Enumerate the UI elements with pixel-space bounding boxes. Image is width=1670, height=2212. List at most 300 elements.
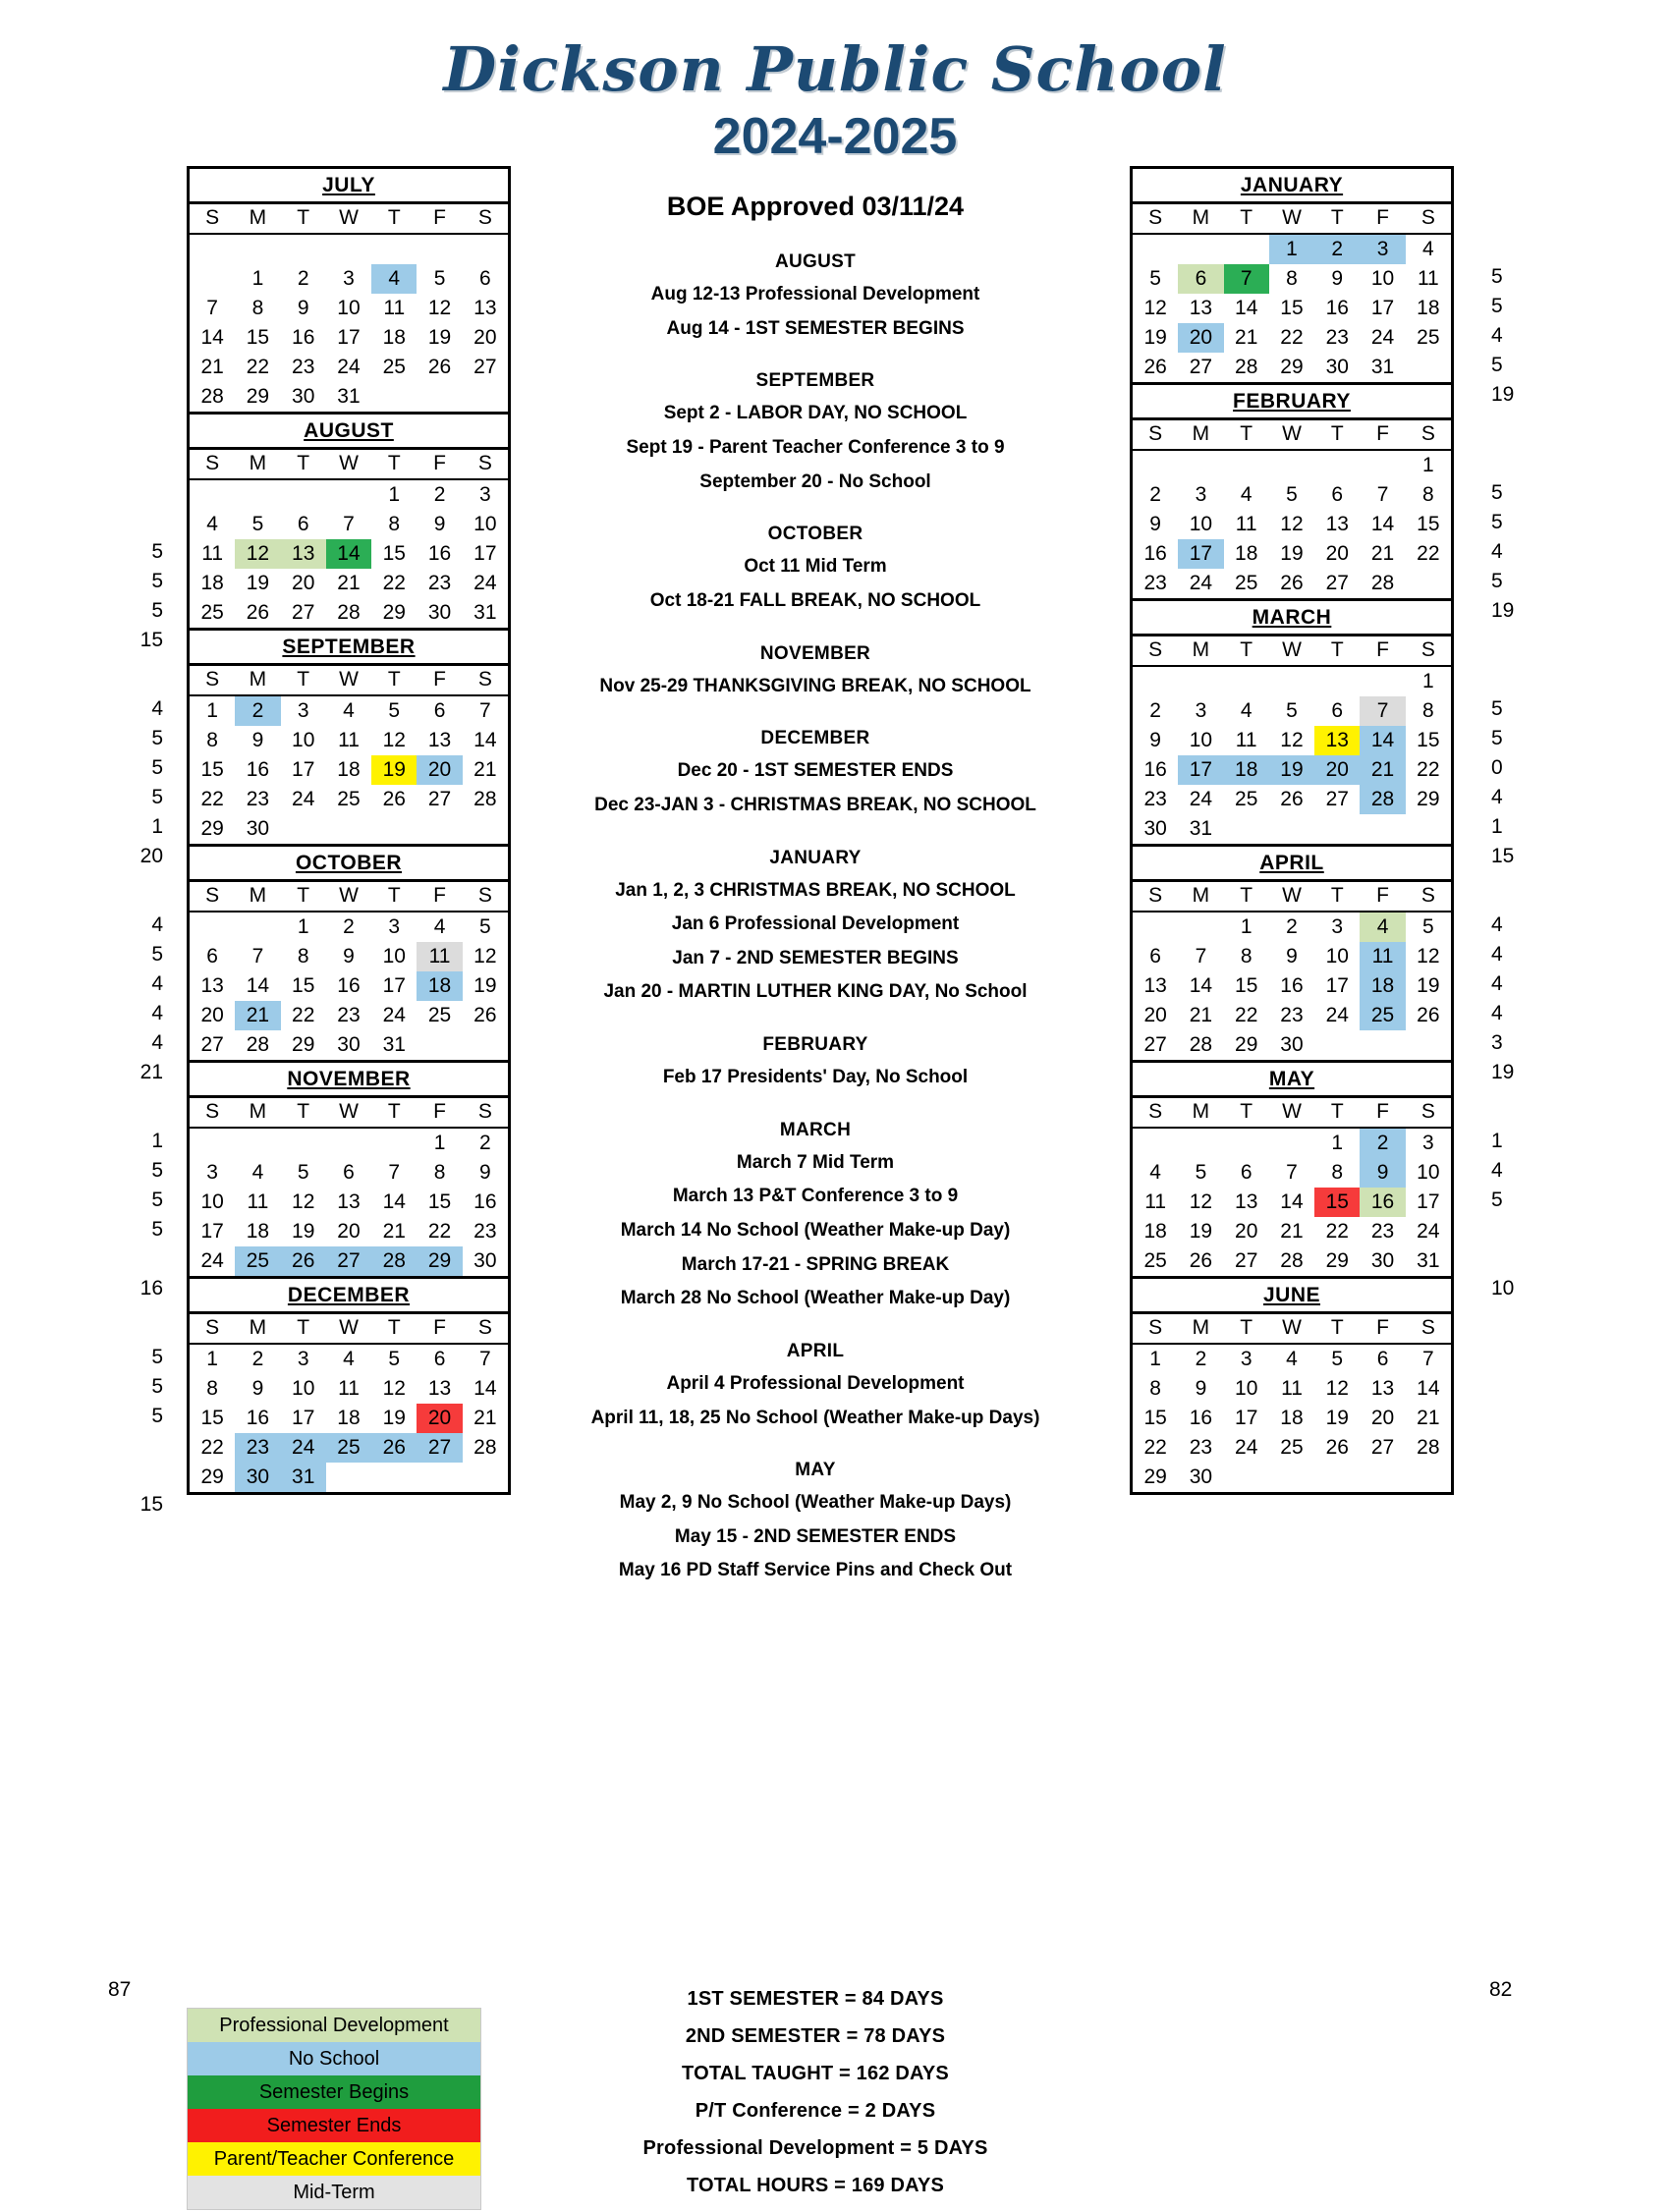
day-cell[interactable]: 1 bbox=[1422, 670, 1434, 693]
day-cell[interactable]: 20 bbox=[337, 1220, 361, 1244]
day-cell[interactable]: 31 bbox=[337, 385, 361, 409]
day-cell[interactable]: 1 bbox=[433, 1132, 446, 1155]
day-cell[interactable]: 17 bbox=[1178, 539, 1223, 569]
day-cell[interactable]: 25 bbox=[1235, 788, 1258, 811]
day-cell[interactable]: 19 bbox=[1417, 974, 1440, 998]
day-cell[interactable]: 22 bbox=[382, 572, 406, 595]
day-cell[interactable]: 27 bbox=[326, 1246, 371, 1276]
day-cell[interactable]: 13 bbox=[1370, 1377, 1395, 1401]
day-cell[interactable]: 21 bbox=[1360, 755, 1405, 785]
day-cell[interactable]: 25 bbox=[235, 1246, 280, 1276]
day-cell[interactable]: 2 bbox=[343, 915, 355, 939]
day-cell[interactable]: 24 bbox=[1235, 1436, 1258, 1460]
day-cell[interactable]: 21 bbox=[235, 1001, 280, 1030]
day-cell[interactable]: 17 bbox=[337, 326, 361, 350]
day-cell[interactable]: 14 bbox=[382, 1190, 406, 1214]
day-cell[interactable]: 17 bbox=[382, 974, 406, 998]
day-cell[interactable]: 11 bbox=[417, 942, 462, 971]
day-cell[interactable]: 4 bbox=[433, 915, 446, 939]
day-cell[interactable]: 25 bbox=[200, 601, 224, 625]
day-cell[interactable]: 14 bbox=[1280, 1190, 1304, 1214]
day-cell[interactable]: 10 bbox=[382, 945, 406, 968]
day-cell[interactable]: 20 bbox=[200, 1004, 224, 1027]
day-cell[interactable]: 7 bbox=[1224, 264, 1269, 294]
day-cell[interactable]: 21 bbox=[200, 356, 224, 379]
day-cell[interactable]: 23 bbox=[235, 1433, 280, 1463]
day-cell[interactable]: 3 bbox=[1360, 234, 1405, 264]
day-cell[interactable]: 29 bbox=[200, 817, 224, 841]
day-cell[interactable]: 28 bbox=[371, 1246, 417, 1276]
day-cell[interactable]: 15 bbox=[200, 758, 224, 782]
day-cell[interactable]: 24 bbox=[1370, 326, 1395, 350]
day-cell[interactable]: 28 bbox=[473, 788, 497, 811]
day-cell[interactable]: 16 bbox=[246, 1407, 270, 1430]
day-cell[interactable]: 30 bbox=[235, 1463, 280, 1492]
day-cell[interactable]: 6 bbox=[1149, 945, 1161, 968]
day-cell[interactable]: 13 bbox=[1189, 297, 1213, 320]
day-cell[interactable]: 11 bbox=[201, 542, 224, 566]
day-cell[interactable]: 8 bbox=[1286, 267, 1298, 291]
day-cell[interactable]: 4 bbox=[1360, 912, 1405, 942]
day-cell[interactable]: 5 bbox=[479, 915, 491, 939]
day-cell[interactable]: 9 bbox=[1286, 945, 1298, 968]
day-cell[interactable]: 22 bbox=[1417, 758, 1440, 782]
day-cell[interactable]: 28 bbox=[1360, 785, 1405, 814]
day-cell[interactable]: 29 bbox=[1417, 788, 1440, 811]
day-cell[interactable]: 20 bbox=[1235, 1220, 1258, 1244]
day-cell[interactable]: 22 bbox=[246, 356, 270, 379]
day-cell[interactable]: 10 bbox=[337, 297, 361, 320]
day-cell[interactable]: 1 bbox=[206, 1348, 218, 1371]
day-cell[interactable]: 28 bbox=[473, 1436, 497, 1460]
day-cell[interactable]: 2 bbox=[235, 695, 280, 726]
day-cell[interactable]: 27 bbox=[1235, 1249, 1258, 1273]
day-cell[interactable]: 16 bbox=[246, 758, 270, 782]
day-cell[interactable]: 20 bbox=[417, 755, 462, 785]
day-cell[interactable]: 7 bbox=[1360, 696, 1405, 726]
day-cell[interactable]: 14 bbox=[473, 1377, 497, 1401]
day-cell[interactable]: 9 bbox=[251, 1377, 264, 1401]
day-cell[interactable]: 16 bbox=[292, 326, 315, 350]
day-cell[interactable]: 2 bbox=[479, 1132, 491, 1155]
day-cell[interactable]: 7 bbox=[1286, 1161, 1298, 1185]
day-cell[interactable]: 29 bbox=[382, 601, 406, 625]
day-cell[interactable]: 20 bbox=[1143, 1004, 1167, 1027]
day-cell[interactable]: 1 bbox=[388, 483, 401, 507]
day-cell[interactable]: 15 bbox=[427, 1190, 452, 1214]
day-cell[interactable]: 17 bbox=[292, 1407, 315, 1430]
day-cell[interactable]: 21 bbox=[1235, 326, 1258, 350]
day-cell[interactable]: 5 bbox=[1286, 483, 1298, 507]
day-cell[interactable]: 27 bbox=[1325, 572, 1349, 595]
day-cell[interactable]: 15 bbox=[1235, 974, 1258, 998]
day-cell[interactable]: 27 bbox=[1143, 1033, 1167, 1057]
day-cell[interactable]: 4 bbox=[1149, 1161, 1161, 1185]
day-cell[interactable]: 24 bbox=[1189, 572, 1213, 595]
day-cell[interactable]: 7 bbox=[479, 1348, 491, 1371]
day-cell[interactable]: 30 bbox=[473, 1249, 497, 1273]
day-cell[interactable]: 12 bbox=[1417, 945, 1440, 968]
day-cell[interactable]: 12 bbox=[382, 1377, 406, 1401]
day-cell[interactable]: 8 bbox=[433, 1161, 446, 1185]
day-cell[interactable]: 24 bbox=[337, 356, 361, 379]
day-cell[interactable]: 14 bbox=[1370, 513, 1395, 536]
day-cell[interactable]: 10 bbox=[1189, 729, 1213, 752]
day-cell[interactable]: 6 bbox=[433, 1348, 446, 1371]
day-cell[interactable]: 16 bbox=[1143, 758, 1167, 782]
day-cell[interactable]: 1 bbox=[1269, 234, 1314, 264]
day-cell[interactable]: 25 bbox=[1280, 1436, 1304, 1460]
day-cell[interactable]: 3 bbox=[1240, 1348, 1252, 1371]
day-cell[interactable]: 1 bbox=[297, 915, 309, 939]
day-cell[interactable]: 6 bbox=[1178, 264, 1223, 294]
day-cell[interactable]: 28 bbox=[1370, 572, 1395, 595]
day-cell[interactable]: 9 bbox=[1149, 513, 1161, 536]
day-cell[interactable]: 8 bbox=[1149, 1377, 1161, 1401]
day-cell[interactable]: 21 bbox=[382, 1220, 406, 1244]
day-cell[interactable]: 23 bbox=[337, 1004, 361, 1027]
day-cell[interactable]: 22 bbox=[1417, 542, 1440, 566]
day-cell[interactable]: 15 bbox=[292, 974, 315, 998]
day-cell[interactable]: 18 bbox=[1235, 542, 1258, 566]
day-cell[interactable]: 4 bbox=[206, 513, 218, 536]
day-cell[interactable]: 9 bbox=[251, 729, 264, 752]
day-cell[interactable]: 11 bbox=[1144, 1190, 1167, 1214]
day-cell[interactable]: 23 bbox=[1280, 1004, 1304, 1027]
day-cell[interactable]: 12 bbox=[1325, 1377, 1349, 1401]
day-cell[interactable]: 20 bbox=[473, 326, 497, 350]
day-cell[interactable]: 26 bbox=[1325, 1436, 1349, 1460]
day-cell[interactable]: 8 bbox=[206, 1377, 218, 1401]
day-cell[interactable]: 28 bbox=[337, 601, 361, 625]
day-cell[interactable]: 5 bbox=[388, 699, 401, 723]
day-cell[interactable]: 1 bbox=[1240, 915, 1252, 939]
day-cell[interactable]: 13 bbox=[427, 729, 452, 752]
day-cell[interactable]: 23 bbox=[473, 1220, 497, 1244]
day-cell[interactable]: 13 bbox=[1314, 726, 1360, 755]
day-cell[interactable]: 9 bbox=[433, 513, 446, 536]
day-cell[interactable]: 19 bbox=[1325, 1407, 1349, 1430]
day-cell[interactable]: 16 bbox=[1143, 542, 1167, 566]
day-cell[interactable]: 28 bbox=[1417, 1436, 1440, 1460]
day-cell[interactable]: 6 bbox=[206, 945, 218, 968]
day-cell[interactable]: 9 bbox=[1149, 729, 1161, 752]
day-cell[interactable]: 8 bbox=[1422, 483, 1434, 507]
day-cell[interactable]: 30 bbox=[1189, 1465, 1213, 1489]
day-cell[interactable]: 31 bbox=[382, 1033, 406, 1057]
day-cell[interactable]: 2 bbox=[297, 267, 309, 291]
day-cell[interactable]: 23 bbox=[1325, 326, 1349, 350]
day-cell[interactable]: 18 bbox=[1417, 297, 1440, 320]
day-cell[interactable]: 9 bbox=[297, 297, 309, 320]
day-cell[interactable]: 4 bbox=[1240, 483, 1252, 507]
day-cell[interactable]: 3 bbox=[297, 699, 309, 723]
day-cell[interactable]: 11 bbox=[1417, 267, 1439, 291]
day-cell[interactable]: 18 bbox=[1360, 971, 1405, 1001]
day-cell[interactable]: 4 bbox=[371, 264, 417, 294]
day-cell[interactable]: 26 bbox=[1280, 572, 1304, 595]
day-cell[interactable]: 4 bbox=[1286, 1348, 1298, 1371]
day-cell[interactable]: 15 bbox=[1314, 1188, 1360, 1217]
day-cell[interactable]: 27 bbox=[292, 601, 315, 625]
day-cell[interactable]: 3 bbox=[1195, 483, 1207, 507]
day-cell[interactable]: 17 bbox=[1178, 755, 1223, 785]
day-cell[interactable]: 31 bbox=[281, 1463, 326, 1492]
day-cell[interactable]: 11 bbox=[383, 297, 406, 320]
day-cell[interactable]: 13 bbox=[427, 1377, 452, 1401]
day-cell[interactable]: 18 bbox=[382, 326, 406, 350]
day-cell[interactable]: 8 bbox=[1240, 945, 1252, 968]
day-cell[interactable]: 1 bbox=[1149, 1348, 1161, 1371]
day-cell[interactable]: 10 bbox=[1325, 945, 1349, 968]
day-cell[interactable]: 5 bbox=[1149, 267, 1161, 291]
day-cell[interactable]: 16 bbox=[1325, 297, 1349, 320]
day-cell[interactable]: 15 bbox=[1417, 729, 1440, 752]
day-cell[interactable]: 17 bbox=[1417, 1190, 1440, 1214]
day-cell[interactable]: 29 bbox=[200, 1465, 224, 1489]
day-cell[interactable]: 17 bbox=[1325, 974, 1349, 998]
day-cell[interactable]: 3 bbox=[1195, 699, 1207, 723]
day-cell[interactable]: 21 bbox=[1280, 1220, 1304, 1244]
day-cell[interactable]: 6 bbox=[343, 1161, 355, 1185]
day-cell[interactable]: 7 bbox=[343, 513, 355, 536]
day-cell[interactable]: 28 bbox=[246, 1033, 270, 1057]
day-cell[interactable]: 23 bbox=[292, 356, 315, 379]
day-cell[interactable]: 22 bbox=[1143, 1436, 1167, 1460]
day-cell[interactable]: 10 bbox=[473, 513, 497, 536]
day-cell[interactable]: 5 bbox=[1195, 1161, 1207, 1185]
day-cell[interactable]: 21 bbox=[1370, 542, 1395, 566]
day-cell[interactable]: 4 bbox=[343, 699, 355, 723]
day-cell[interactable]: 4 bbox=[343, 1348, 355, 1371]
day-cell[interactable]: 30 bbox=[1280, 1033, 1304, 1057]
day-cell[interactable]: 11 bbox=[1235, 729, 1257, 752]
day-cell[interactable]: 27 bbox=[1189, 356, 1213, 379]
day-cell[interactable]: 16 bbox=[1280, 974, 1304, 998]
day-cell[interactable]: 6 bbox=[1240, 1161, 1252, 1185]
day-cell[interactable]: 6 bbox=[433, 699, 446, 723]
day-cell[interactable]: 3 bbox=[343, 267, 355, 291]
day-cell[interactable]: 22 bbox=[292, 1004, 315, 1027]
day-cell[interactable]: 22 bbox=[200, 788, 224, 811]
day-cell[interactable]: 31 bbox=[473, 601, 497, 625]
day-cell[interactable]: 21 bbox=[473, 1407, 497, 1430]
day-cell[interactable]: 10 bbox=[1235, 1377, 1258, 1401]
day-cell[interactable]: 1 bbox=[1422, 454, 1434, 477]
day-cell[interactable]: 8 bbox=[1331, 1161, 1344, 1185]
day-cell[interactable]: 19 bbox=[246, 572, 270, 595]
day-cell[interactable]: 3 bbox=[1331, 915, 1344, 939]
day-cell[interactable]: 6 bbox=[1331, 483, 1344, 507]
day-cell[interactable]: 29 bbox=[1143, 1465, 1167, 1489]
day-cell[interactable]: 8 bbox=[297, 945, 309, 968]
day-cell[interactable]: 18 bbox=[1224, 755, 1269, 785]
day-cell[interactable]: 21 bbox=[337, 572, 361, 595]
day-cell[interactable]: 12 bbox=[1143, 297, 1167, 320]
day-cell[interactable]: 29 bbox=[246, 385, 270, 409]
day-cell[interactable]: 5 bbox=[1286, 699, 1298, 723]
day-cell[interactable]: 26 bbox=[371, 1433, 417, 1463]
day-cell[interactable]: 9 bbox=[1360, 1158, 1405, 1188]
day-cell[interactable]: 2 bbox=[433, 483, 446, 507]
day-cell[interactable]: 25 bbox=[1417, 326, 1440, 350]
day-cell[interactable]: 7 bbox=[1376, 483, 1389, 507]
day-cell[interactable]: 2 bbox=[251, 1348, 264, 1371]
day-cell[interactable]: 17 bbox=[1370, 297, 1395, 320]
day-cell[interactable]: 15 bbox=[200, 1407, 224, 1430]
day-cell[interactable]: 14 bbox=[1189, 974, 1213, 998]
day-cell[interactable]: 17 bbox=[292, 758, 315, 782]
day-cell[interactable]: 18 bbox=[417, 971, 462, 1001]
day-cell[interactable]: 23 bbox=[1143, 572, 1167, 595]
day-cell[interactable]: 14 bbox=[1360, 726, 1405, 755]
day-cell[interactable]: 3 bbox=[297, 1348, 309, 1371]
day-cell[interactable]: 20 bbox=[1178, 323, 1223, 353]
day-cell[interactable]: 22 bbox=[427, 1220, 452, 1244]
day-cell[interactable]: 15 bbox=[1417, 513, 1440, 536]
day-cell[interactable]: 24 bbox=[1417, 1220, 1440, 1244]
day-cell[interactable]: 23 bbox=[1370, 1220, 1395, 1244]
day-cell[interactable]: 4 bbox=[1422, 238, 1434, 261]
day-cell[interactable]: 13 bbox=[1325, 513, 1349, 536]
day-cell[interactable]: 25 bbox=[337, 788, 361, 811]
day-cell[interactable]: 13 bbox=[473, 297, 497, 320]
day-cell[interactable]: 14 bbox=[326, 539, 371, 569]
day-cell[interactable]: 30 bbox=[292, 385, 315, 409]
day-cell[interactable]: 26 bbox=[1417, 1004, 1440, 1027]
day-cell[interactable]: 23 bbox=[427, 572, 452, 595]
day-cell[interactable]: 26 bbox=[473, 1004, 497, 1027]
day-cell[interactable]: 18 bbox=[1280, 1407, 1304, 1430]
day-cell[interactable]: 22 bbox=[1325, 1220, 1349, 1244]
day-cell[interactable]: 7 bbox=[251, 945, 264, 968]
day-cell[interactable]: 8 bbox=[1422, 699, 1434, 723]
day-cell[interactable]: 17 bbox=[473, 542, 497, 566]
day-cell[interactable]: 12 bbox=[235, 539, 280, 569]
day-cell[interactable]: 25 bbox=[326, 1433, 371, 1463]
day-cell[interactable]: 22 bbox=[1235, 1004, 1258, 1027]
day-cell[interactable]: 18 bbox=[337, 1407, 361, 1430]
day-cell[interactable]: 5 bbox=[433, 267, 446, 291]
day-cell[interactable]: 19 bbox=[473, 974, 497, 998]
day-cell[interactable]: 25 bbox=[1143, 1249, 1167, 1273]
day-cell[interactable]: 26 bbox=[382, 788, 406, 811]
day-cell[interactable]: 21 bbox=[1417, 1407, 1440, 1430]
day-cell[interactable]: 14 bbox=[200, 326, 224, 350]
day-cell[interactable]: 29 bbox=[417, 1246, 462, 1276]
day-cell[interactable]: 23 bbox=[1143, 788, 1167, 811]
day-cell[interactable]: 30 bbox=[1370, 1249, 1395, 1273]
day-cell[interactable]: 19 bbox=[1189, 1220, 1213, 1244]
day-cell[interactable]: 15 bbox=[246, 326, 270, 350]
day-cell[interactable]: 2 bbox=[1286, 915, 1298, 939]
day-cell[interactable]: 24 bbox=[200, 1249, 224, 1273]
day-cell[interactable]: 28 bbox=[1235, 356, 1258, 379]
day-cell[interactable]: 30 bbox=[1325, 356, 1349, 379]
day-cell[interactable]: 11 bbox=[247, 1190, 269, 1214]
day-cell[interactable]: 16 bbox=[337, 974, 361, 998]
day-cell[interactable]: 2 bbox=[1360, 1128, 1405, 1158]
day-cell[interactable]: 6 bbox=[1331, 699, 1344, 723]
day-cell[interactable]: 27 bbox=[427, 788, 452, 811]
day-cell[interactable]: 27 bbox=[1325, 788, 1349, 811]
day-cell[interactable]: 18 bbox=[1143, 1220, 1167, 1244]
day-cell[interactable]: 12 bbox=[292, 1190, 315, 1214]
day-cell[interactable]: 11 bbox=[338, 1377, 360, 1401]
day-cell[interactable]: 7 bbox=[206, 297, 218, 320]
day-cell[interactable]: 17 bbox=[200, 1220, 224, 1244]
day-cell[interactable]: 14 bbox=[1417, 1377, 1440, 1401]
day-cell[interactable]: 2 bbox=[1314, 234, 1360, 264]
day-cell[interactable]: 27 bbox=[1370, 1436, 1395, 1460]
day-cell[interactable]: 3 bbox=[1422, 1132, 1434, 1155]
day-cell[interactable]: 14 bbox=[246, 974, 270, 998]
day-cell[interactable]: 13 bbox=[1235, 1190, 1258, 1214]
day-cell[interactable]: 10 bbox=[200, 1190, 224, 1214]
day-cell[interactable]: 8 bbox=[206, 729, 218, 752]
day-cell[interactable]: 27 bbox=[417, 1433, 462, 1463]
day-cell[interactable]: 6 bbox=[297, 513, 309, 536]
day-cell[interactable]: 12 bbox=[1189, 1190, 1213, 1214]
day-cell[interactable]: 7 bbox=[479, 699, 491, 723]
day-cell[interactable]: 25 bbox=[1235, 572, 1258, 595]
day-cell[interactable]: 24 bbox=[292, 788, 315, 811]
day-cell[interactable]: 26 bbox=[246, 601, 270, 625]
day-cell[interactable]: 20 bbox=[1325, 542, 1349, 566]
day-cell[interactable]: 3 bbox=[206, 1161, 218, 1185]
day-cell[interactable]: 16 bbox=[427, 542, 452, 566]
day-cell[interactable]: 16 bbox=[1189, 1407, 1213, 1430]
day-cell[interactable]: 30 bbox=[337, 1033, 361, 1057]
day-cell[interactable]: 20 bbox=[1314, 755, 1360, 785]
day-cell[interactable]: 14 bbox=[473, 729, 497, 752]
day-cell[interactable]: 22 bbox=[1280, 326, 1304, 350]
day-cell[interactable]: 31 bbox=[1417, 1249, 1440, 1273]
day-cell[interactable]: 9 bbox=[479, 1161, 491, 1185]
day-cell[interactable]: 25 bbox=[1360, 1001, 1405, 1030]
day-cell[interactable]: 6 bbox=[479, 267, 491, 291]
day-cell[interactable]: 26 bbox=[1189, 1249, 1213, 1273]
day-cell[interactable]: 13 bbox=[1143, 974, 1167, 998]
day-cell[interactable]: 9 bbox=[1195, 1377, 1207, 1401]
day-cell[interactable]: 7 bbox=[388, 1161, 401, 1185]
day-cell[interactable]: 26 bbox=[427, 356, 452, 379]
day-cell[interactable]: 29 bbox=[1235, 1033, 1258, 1057]
day-cell[interactable]: 4 bbox=[1240, 699, 1252, 723]
day-cell[interactable]: 8 bbox=[251, 297, 264, 320]
day-cell[interactable]: 8 bbox=[388, 513, 401, 536]
day-cell[interactable]: 19 bbox=[371, 755, 417, 785]
day-cell[interactable]: 25 bbox=[382, 356, 406, 379]
day-cell[interactable]: 5 bbox=[1422, 915, 1434, 939]
day-cell[interactable]: 7 bbox=[1195, 945, 1207, 968]
day-cell[interactable]: 28 bbox=[1280, 1249, 1304, 1273]
day-cell[interactable]: 11 bbox=[338, 729, 360, 752]
day-cell[interactable]: 28 bbox=[1189, 1033, 1213, 1057]
day-cell[interactable]: 26 bbox=[1280, 788, 1304, 811]
day-cell[interactable]: 22 bbox=[200, 1436, 224, 1460]
day-cell[interactable]: 1 bbox=[251, 267, 264, 291]
day-cell[interactable]: 20 bbox=[417, 1404, 462, 1433]
day-cell[interactable]: 17 bbox=[1235, 1407, 1258, 1430]
day-cell[interactable]: 12 bbox=[382, 729, 406, 752]
day-cell[interactable]: 10 bbox=[1370, 267, 1395, 291]
day-cell[interactable]: 12 bbox=[427, 297, 452, 320]
day-cell[interactable]: 19 bbox=[1269, 755, 1314, 785]
day-cell[interactable]: 19 bbox=[1143, 326, 1167, 350]
day-cell[interactable]: 1 bbox=[206, 699, 218, 723]
day-cell[interactable]: 5 bbox=[1331, 1348, 1344, 1371]
